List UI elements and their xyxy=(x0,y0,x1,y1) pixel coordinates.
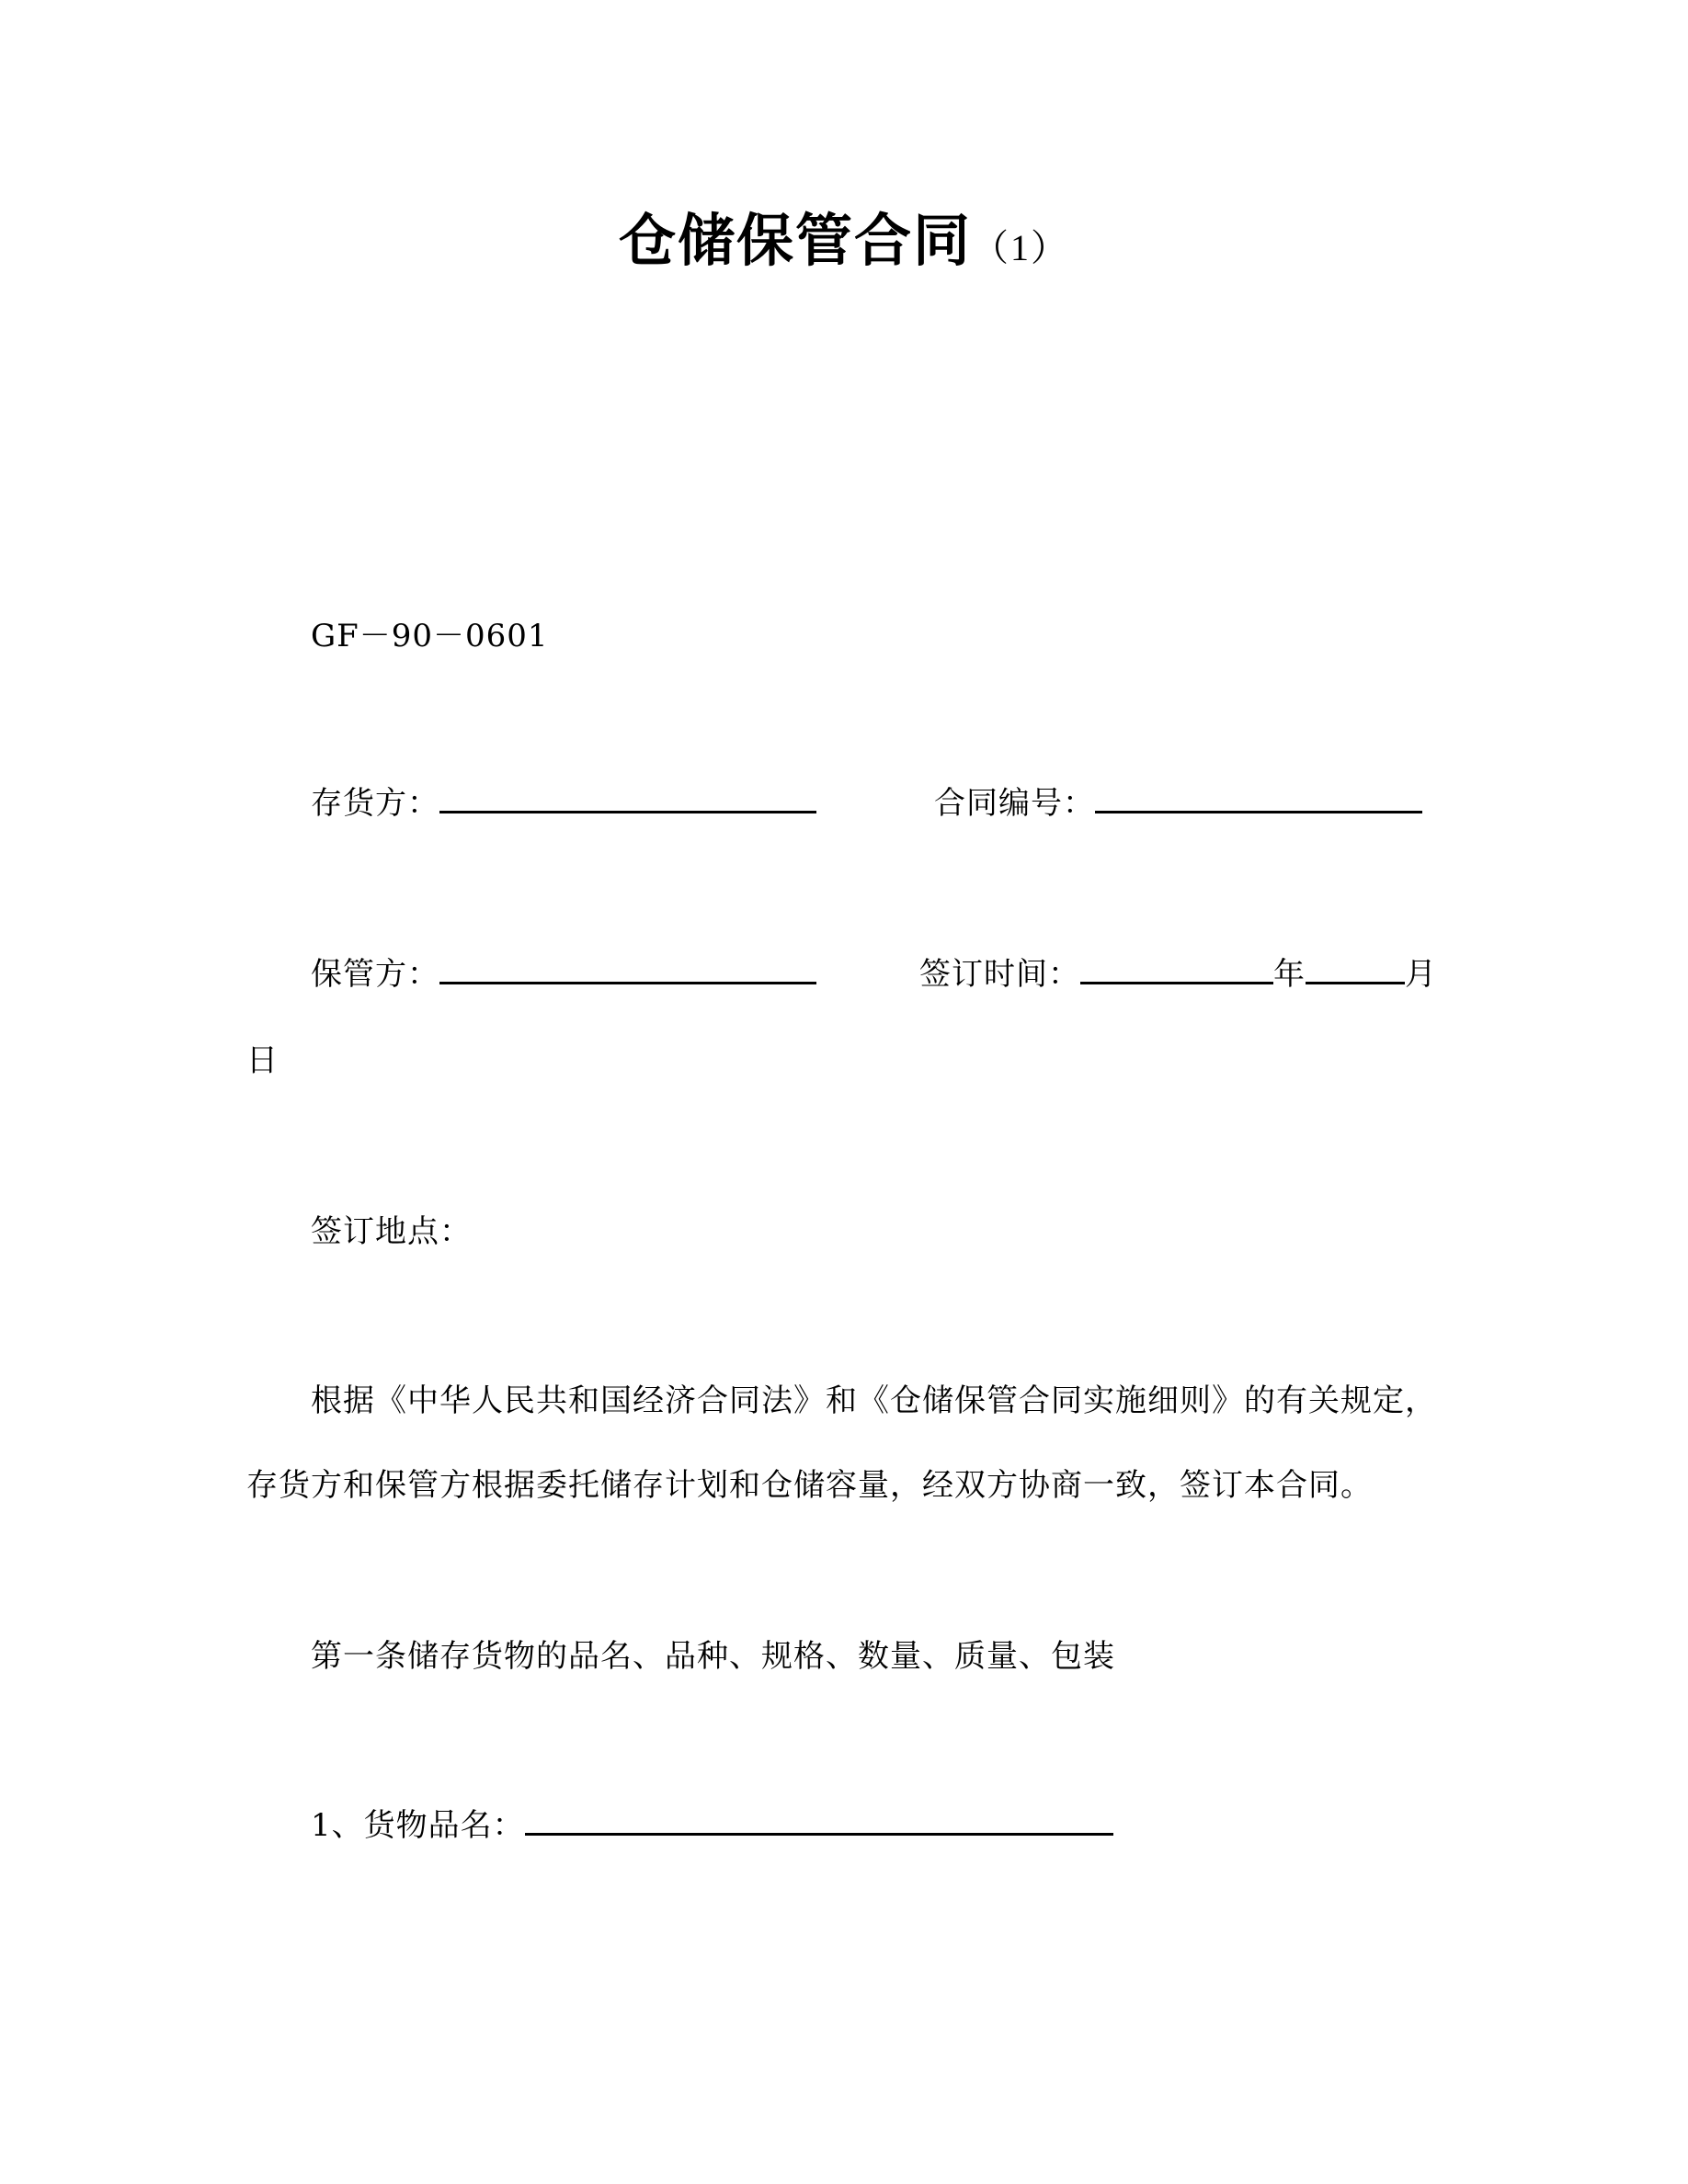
depositor-label: 存货方： xyxy=(311,785,439,822)
form-code: GF－90－0601 xyxy=(311,618,549,654)
article-1-heading: 第一条储存货物的品名、品种、规格、数量、质量、包装 xyxy=(311,1638,1115,1675)
item-1-label: 1、货物品名： xyxy=(311,1807,525,1844)
month-blank[interactable] xyxy=(1306,954,1405,984)
custodian-label: 保管方： xyxy=(311,956,439,993)
month-label: 月 xyxy=(1405,956,1437,993)
contract-no-row xyxy=(934,778,1422,823)
contract-no-label: 合同编号： xyxy=(934,785,1095,822)
contract-no-blank[interactable] xyxy=(1095,783,1422,813)
depositor-blank[interactable] xyxy=(439,783,816,813)
item-1-blank[interactable] xyxy=(525,1805,1113,1836)
sign-place-label: 签订地点： xyxy=(311,1213,472,1250)
depositor-row xyxy=(311,778,816,823)
item-1-row xyxy=(311,1800,1113,1845)
title-text: 仓储保管合同 xyxy=(618,207,972,274)
custodian-blank[interactable] xyxy=(439,954,816,984)
sign-time-label: 签订时间： xyxy=(919,956,1080,993)
title-suffix: （1） xyxy=(972,227,1069,268)
document-title xyxy=(0,195,1688,277)
sign-time-row xyxy=(919,949,1437,994)
preamble-line-1: 根据《中华人民共和国经济合同法》和《仓储保管合同实施细则》的有关规定， xyxy=(311,1382,1437,1419)
year-label: 年 xyxy=(1273,956,1306,993)
day-label: 日 xyxy=(246,1042,279,1079)
year-blank[interactable] xyxy=(1080,954,1273,984)
custodian-row xyxy=(311,949,816,994)
preamble-line-2: 存货方和保管方根据委托储存计划和仓储容量，经双方协商一致，签订本合同。 xyxy=(246,1467,1373,1504)
